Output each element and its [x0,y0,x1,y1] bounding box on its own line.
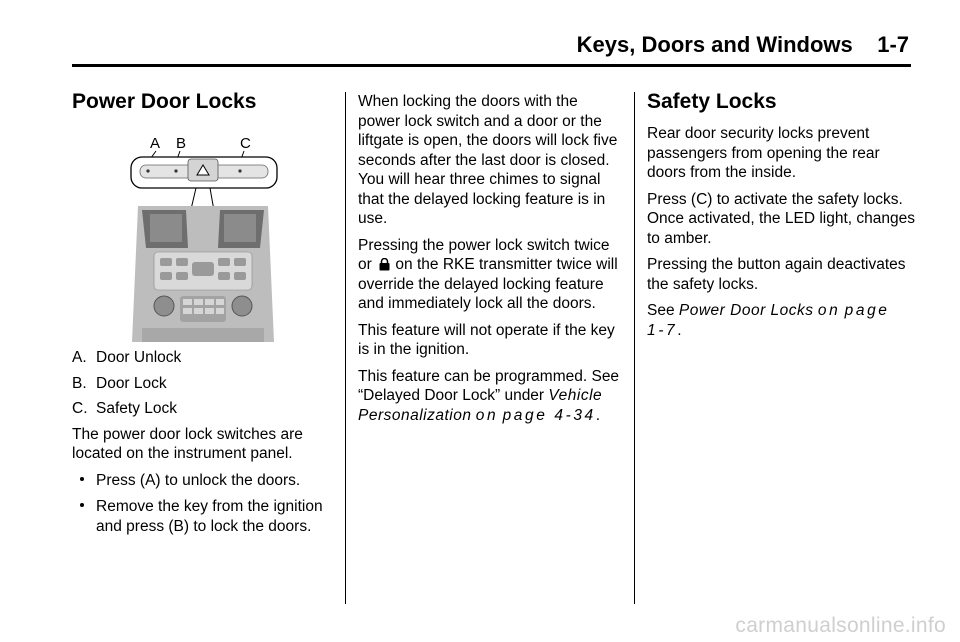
column-divider [345,92,346,604]
ignition-paragraph: This feature will not operate if the key is in the ignition. [358,321,615,358]
watermark-footer: carmanualsonline.info [735,614,946,637]
legend-item: C. Safety Lock [72,400,177,417]
override-paragraph: Pressing the power lock switch twice or on the RKE transmitter twice will override the delayed locking feature and immediately lock all the doors. [358,236,618,312]
page-reference[interactable]: page 1‑7 [647,302,890,339]
safety-locks-paragraph: Rear door security locks prevent passengers from opening the rear doors from the inside. [647,125,880,181]
figure-legend [72,348,334,419]
left-column [72,88,334,543]
header-title-line [577,32,909,58]
instrument-panel-illustration [128,130,278,342]
programming-paragraph: This feature can be programmed. See “Delayed Door Lock” under Vehicle Personalization on page 4‑34. [358,367,620,424]
middle-column [358,92,623,432]
section-title: Keys, Doors and Windows [576,32,853,57]
legend-item: B. Door Lock [72,374,167,392]
figure-label-c: C [240,135,251,152]
page-header [72,28,911,67]
page-reference[interactable]: page 4‑34 [502,406,596,424]
activate-paragraph: Press (C) to activate the safety locks. Once activated, the LED light, changes to amber. [647,190,915,247]
delayed-locking-paragraph: When locking the doors with the power lock switch and a door or the liftgate is open, the doors will lock five seconds after the last door is closed. You will hear three chimes to signal that the delayed locking feature is in use. [358,93,618,227]
intro-paragraph: The power door lock switches are located on the instrument panel. [72,425,303,462]
page-number: 1-7 [877,32,909,57]
bullet-item: Remove the key from the ignition and press (B) to lock the doors. [72,497,334,536]
legend-item: A. Door Unlock [72,349,182,366]
deactivate-paragraph: Pressing the button again deactivates the safety locks. [647,256,906,293]
column-divider [634,92,635,604]
cross-reference-link[interactable]: Vehicle Personalization [358,387,603,424]
figure-label-b: B [176,135,187,152]
rke-lock-icon [379,258,390,271]
cross-reference-link[interactable]: Power Door Locks [678,302,814,319]
instrument-panel-figure [128,130,278,342]
section-heading-power-door-locks: Power Door Locks [72,90,257,113]
right-column [647,88,917,347]
section-heading-safety-locks: Safety Locks [647,90,777,113]
see-reference-paragraph: See Power Door Locks on page 1‑7. [647,302,890,339]
figure-label-a: A [150,135,161,152]
bullet-item: Press (A) to unlock the doors. [72,471,334,491]
